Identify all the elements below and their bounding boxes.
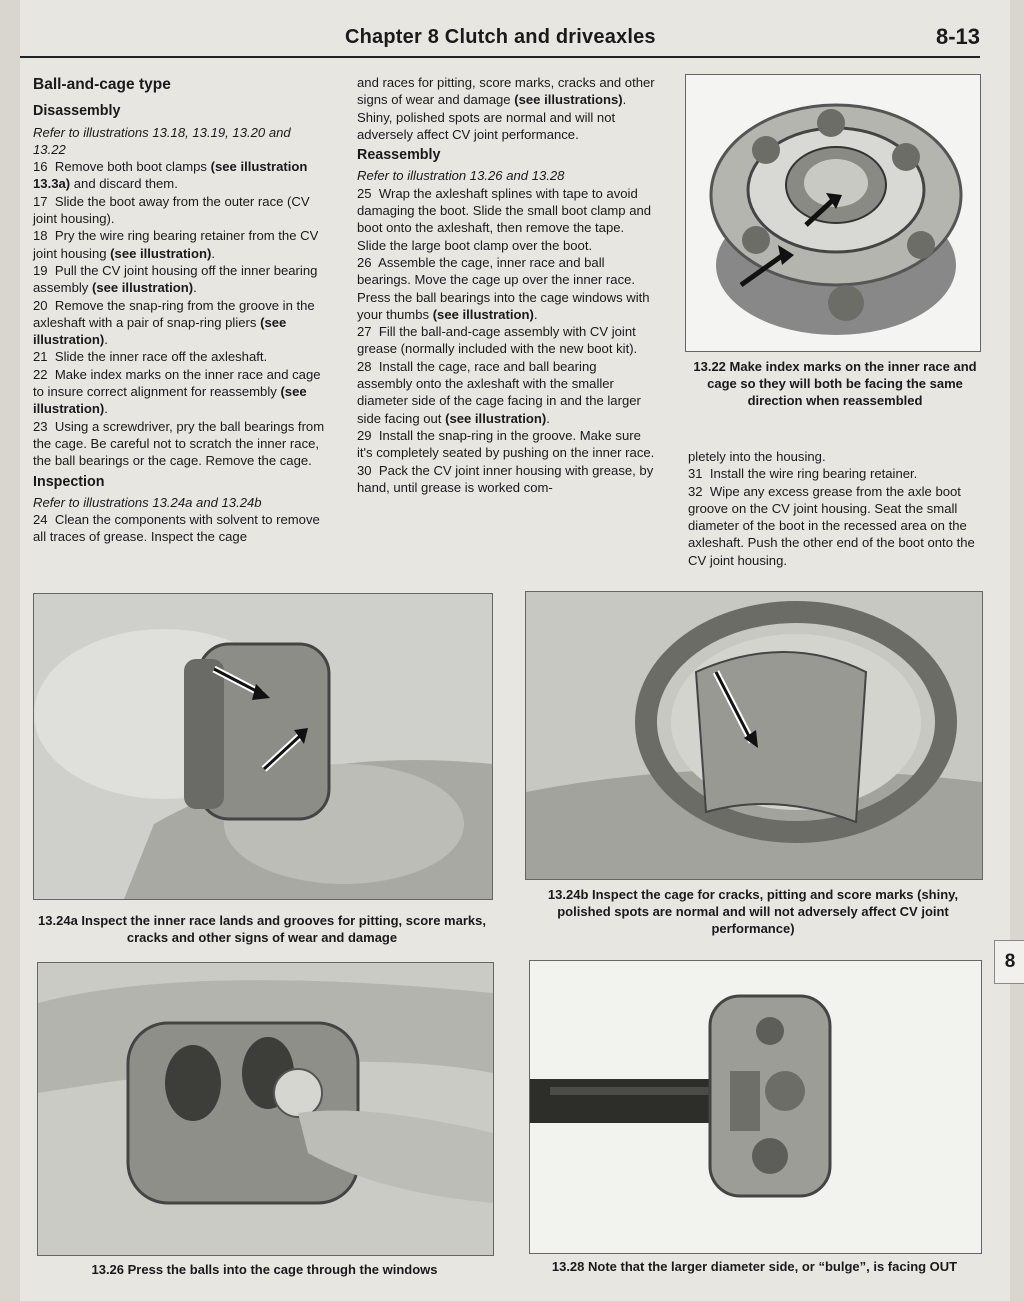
- pressing-balls-into-cage-illustration: [38, 963, 493, 1255]
- step-29: 29 Install the snap-ring in the groove. Make sure it's completely seated by pushing on the inner race.: [357, 427, 655, 461]
- step-27: 27 Fill the ball-and-cage assembly with CV joint grease (normally included with the new boot kit).: [357, 324, 638, 357]
- step-21: 21 Slide the inner race off the axleshaft.: [33, 349, 268, 365]
- figure-13-24a-caption: 13.24a Inspect the inner race lands and grooves for pitting, score marks, cracks and other signs of wear and damage: [38, 913, 486, 945]
- cv-joint-cage-illustration: [686, 75, 980, 351]
- inner-race-in-hand-illustration: [34, 594, 492, 899]
- reassembly-reference: Refer to illustration 13.26 and 13.28: [357, 168, 565, 184]
- inspection-reference: Refer to illustrations 13.24a and 13.24b: [33, 494, 262, 510]
- chapter-tab: 8: [994, 940, 1024, 984]
- step-26: 26 Assemble the cage, inner race and ball bearings. Move the cage up over the inner race. Press the ball bearings into the cage windows with your thumbs (see illustration).: [357, 254, 650, 322]
- manual-page: [20, 0, 1010, 1301]
- step-32: 32 Wipe any excess grease from the axle boot groove on the CV joint housing. Seat the small diameter of the boot in the recessed area on the axleshaft. Push the other end of the boot onto the CV joint housing.: [688, 483, 975, 568]
- cage-inspection-illustration: [526, 592, 982, 879]
- step-16: 16 Remove both boot clamps (see illustration 13.3a) and discard them.: [33, 159, 308, 192]
- figure-13-22-caption: 13.22 Make index marks on the inner race and cage so they will both be facing the same direction when reassembled: [693, 359, 977, 408]
- step-24: 24 Clean the components with solvent to remove all traces of grease. Inspect the cage: [33, 512, 320, 545]
- step-31: 31 Install the wire ring bearing retainer.: [688, 466, 918, 482]
- figure-13-24b-caption: 13.24b Inspect the cage for cracks, pitting and score marks (shiny, polished spots are normal and will not adversely affect CV joint performance): [547, 887, 959, 936]
- figure-13-28-caption: 13.28 Note that the larger diameter side, or “bulge”, is facing OUT: [551, 1259, 958, 1274]
- step-17: 17 Slide the boot away from the outer race (CV joint housing).: [33, 193, 310, 227]
- section-title: Ball-and-cage type: [33, 76, 171, 93]
- step-30-continued: pletely into the housing.: [688, 449, 826, 464]
- figure-13-22-photo: [685, 74, 981, 352]
- step-25: 25 Wrap the axleshaft splines with tape to avoid damaging the boot. Slide the small boot clamp and boot onto the axleshaft, then remove the tape. Slide the large boot clamp over the boot.: [357, 185, 652, 253]
- text-column-3: [688, 448, 984, 569]
- figure-13-26-photo: [37, 962, 494, 1256]
- step-30: 30 Pack the CV joint inner housing with grease, by hand, until grease is worked com-: [357, 462, 654, 495]
- step-19: 19 Pull the CV joint housing off the inner bearing assembly (see illustration).: [33, 262, 318, 296]
- step-20: 20 Remove the snap-ring from the groove in the axleshaft with a pair of snap-ring pliers (see illustration).: [33, 297, 315, 348]
- step-22: 22 Make index marks on the inner race and cage to insure correct alignment for reassembly (see illustration).: [33, 366, 321, 417]
- disassembly-reference: Refer to illustrations 13.18, 13.19, 13.20 and 13.22: [33, 124, 291, 157]
- chapter-title: Chapter 8 Clutch and driveaxles: [345, 26, 656, 48]
- disassembly-heading: Disassembly: [33, 103, 121, 120]
- cage-on-axleshaft-illustration: [530, 961, 981, 1253]
- page-header: [20, 22, 980, 58]
- reassembly-heading: Reassembly: [357, 147, 441, 164]
- page-number: 8-13: [935, 24, 980, 49]
- figure-13-26-caption: 13.26 Press the balls into the cage through the windows: [91, 1262, 438, 1277]
- step-28: 28 Install the cage, race and ball bearing assembly onto the axleshaft with the smaller diameter side of the cage facing in and the larger side facing out (see illustration).: [357, 358, 641, 426]
- figure-13-24a-photo: [33, 593, 493, 900]
- step-24-continued: and races for pitting, score marks, cracks and other signs of wear and damage (see illustrations). Shiny, polished spots are normal and will not adversely affect CV joint performance.: [357, 75, 655, 142]
- step-23: 23 Using a screwdriver, pry the ball bearings from the cage. Be careful not to scratch the inner race, the ball bearings or the cage. Remove the cage.: [33, 418, 325, 469]
- text-column-2: [357, 74, 655, 496]
- figure-13-24b-photo: [525, 591, 983, 880]
- inspection-heading: Inspection: [33, 473, 105, 490]
- figure-13-28-photo: [529, 960, 982, 1254]
- text-column-1: [33, 74, 327, 546]
- step-18: 18 Pry the wire ring bearing retainer from the CV joint housing (see illustration).: [33, 228, 319, 261]
